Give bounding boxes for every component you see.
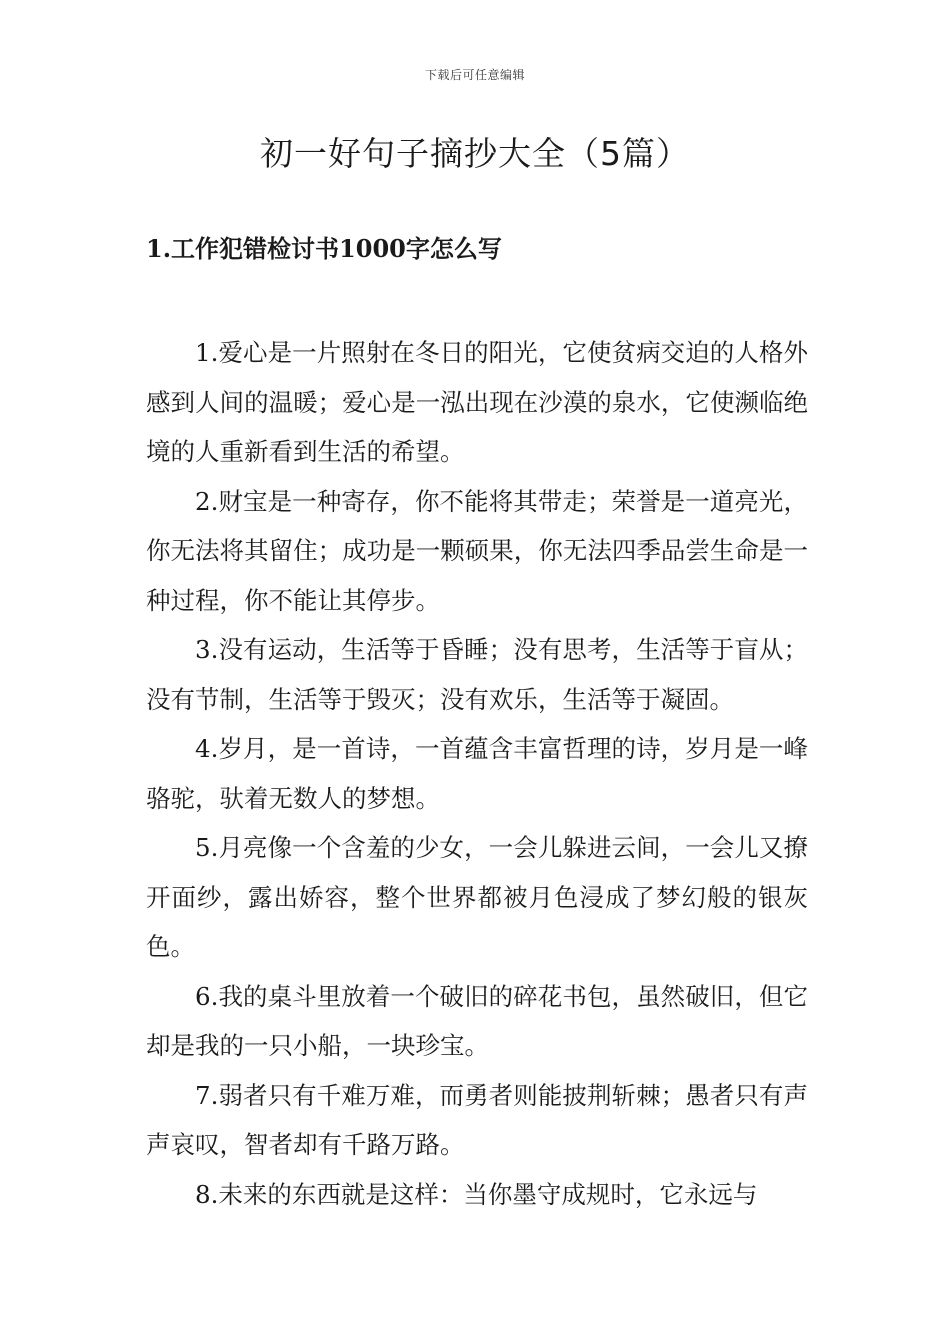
paragraph-8: 8.未来的东西就是这样：当你墨守成规时，它永远与: [195, 1179, 758, 1209]
paragraph-5: 5.月亮像一个含羞的少女，一会儿躲进云间，一会儿又撩开面纱，露出娇容，整个世界都被月色浸成了梦幻般的银灰色。: [146, 833, 808, 961]
paragraph-2: 2.财宝是一种寄存，你不能将其带走；荣誉是一道亮光，你无法将其留住；成功是一颗硕果，你无法四季品尝生命是一种过程，你不能让其停步。: [146, 486, 808, 615]
paragraph-7: 7.弱者只有千难万难，而勇者则能披荆斩棘；愚者只有声声哀叹，智者却有千路万路。: [146, 1080, 808, 1159]
paragraph-6: 6.我的桌斗里放着一个破旧的碎花书包，虽然破旧，但它却是我的一只小船，一块珍宝。: [146, 981, 808, 1060]
paragraph-3: 3.没有运动，生活等于昏睡；没有思考，生活等于盲从；没有节制，生活等于毁灭；没有欢乐，生活等于凝固。: [146, 635, 808, 714]
paragraph-1: 1.爱心是一片照射在冬日的阳光，它使贫病交迫的人格外感到人间的温暖；爱心是一泓出现在沙漠的泉水，它使濒临绝境的人重新看到生活的希望。: [146, 338, 808, 466]
header-note: 下载后可任意编辑: [424, 68, 525, 82]
document-title: 初一好句子摘抄大全（5篇）: [260, 134, 690, 173]
paragraph-4: 4.岁月，是一首诗，一首蕴含丰富哲理的诗，岁月是一峰骆驼，驮着无数人的梦想。: [146, 734, 808, 813]
body-text: [146, 328, 808, 1219]
section-heading: 1.工作犯错检讨书1000字怎么写: [146, 234, 502, 263]
